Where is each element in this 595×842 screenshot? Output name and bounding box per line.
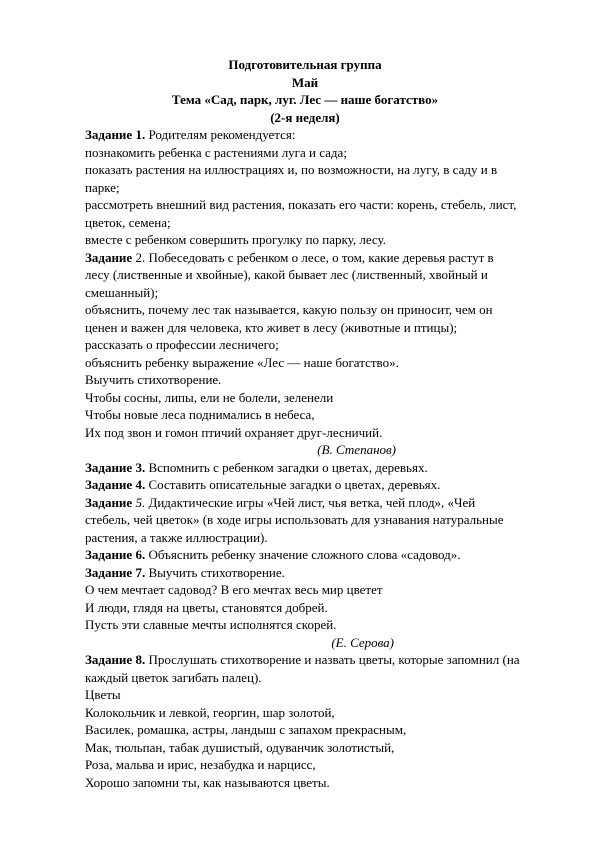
document-page [85, 56, 525, 791]
poem-line: Колокольчик и левкой, георгин, шар золотой, [85, 704, 335, 720]
task-5-label: Задание [85, 494, 133, 510]
poem-title: Цветы [85, 687, 121, 702]
task-6-label: Задание 6. [85, 547, 146, 562]
task-3-text: Вспомнить с ребенком загадки о цветах, деревьях. [145, 459, 428, 475]
task-7-heading [85, 564, 525, 582]
poem-line: Роза, мальва и ирис, незабудка и нарцисс, [85, 757, 316, 772]
task-3-heading [85, 459, 525, 477]
task-1-line: цветок, семена; [85, 214, 171, 230]
task-1-line: рассмотреть внешний вид растения, показать его части: корень, стебель, лист, [85, 197, 517, 212]
poem-line: Чтобы сосны, липы, ели не болели, зеленели [85, 389, 334, 405]
task-6-heading [85, 546, 525, 564]
group-title: Подготовительная группа [228, 57, 382, 72]
task-2-line: смешанный); [85, 284, 159, 300]
poem-line: Пусть эти славные мечты исполнятся скорей. [85, 617, 337, 632]
task-8-heading [85, 651, 525, 669]
task-5-first: Дидактические игры «Чей лист, чья ветка, чей плод», «Чей [145, 494, 476, 510]
task-5-line: растения, а также иллюстрации). [85, 529, 268, 545]
task-8-label: Задание 8. [85, 652, 146, 667]
task-2-label: Задание [85, 249, 133, 265]
document-body [85, 126, 525, 791]
month-title: Май [291, 74, 319, 90]
task-2-line: объяснить ребенку выражение «Лес — наше богатство». [85, 354, 399, 370]
task-3-label: Задание 3. [85, 459, 146, 475]
week-title: (2-я неделя) [270, 109, 340, 125]
task-1-heading [85, 126, 525, 144]
task-7-label: Задание 7. [85, 564, 146, 580]
task-2-line: лесу (лиственные и хвойные), какой бывает лес (лиственный, хвойный и [85, 267, 488, 282]
task-2-line: ценен и важен для человека, кто живет в лесу (животные и птицы); [85, 319, 458, 335]
poem-author: (Е. Серова) [331, 634, 394, 650]
poem-line: Хорошо запомни ты, как называются цветы. [85, 774, 330, 790]
poem-author: (В. Степанов) [317, 442, 396, 457]
task-1-line: парке; [85, 179, 120, 195]
task-1-line: показать растения на иллюстрациях и, по возможности, на лугу, в саду и в [85, 162, 498, 177]
poem-line: О чем мечтает садовод? В его мечтах весь мир цветет [85, 582, 383, 597]
task-2-first: 2. Побеседовать с ребенком о лесе, о том, какие деревья растут в [132, 249, 494, 265]
task-5-heading [85, 494, 525, 512]
task-2-line: объяснить, почему лес так называется, какую пользу он приносит, чем он [85, 302, 493, 317]
task-4-heading [85, 476, 525, 494]
task-2-line: рассказать о профессии лесничего; [85, 337, 279, 352]
task-1-line: познакомить ребенка с растениями луга и сада; [85, 144, 347, 160]
theme-title: Тема «Сад, парк, луг. Лес — наше богатство» [171, 92, 439, 107]
task-6-text: Объяснить ребенку значение сложного слова «садовод». [145, 547, 461, 562]
task-1-intro: Родителям рекомендуется: [145, 127, 296, 142]
task-2-heading [85, 249, 525, 267]
task-1-label: Задание 1. [85, 127, 146, 142]
poem-line: Василек, ромашка, астры, ландыш с запахом прекрасным, [85, 722, 407, 737]
task-8-first: Прослушать стихотворение и назвать цветы, которые запомнил (на [145, 652, 520, 667]
document-header [85, 56, 525, 126]
poem-line: Их под звон и гомон птичий охраняет друг-лесничий. [85, 424, 383, 440]
poem-line: Мак, тюльпан, табак душистый, одуванчик золотистый, [85, 739, 395, 755]
poem-line: И люди, глядя на цветы, становятся добрей. [85, 599, 328, 615]
task-4-text: Составить описательные загадки о цветах, деревьях. [145, 477, 441, 492]
task-5-number: 5. [132, 494, 146, 510]
task-1-line: вместе с ребенком совершить прогулку по парку, лесу. [85, 232, 386, 247]
task-5-line: стебель, чей цветок» (в ходе игры использовать для узнавания натуральные [85, 512, 504, 527]
task-4-label: Задание 4. [85, 477, 146, 492]
task-2-line: Выучить стихотворение. [85, 372, 222, 387]
task-8-line: каждый цветок загибать палец). [85, 669, 262, 685]
task-7-text: Выучить стихотворение. [145, 564, 285, 580]
poem-line: Чтобы новые леса поднимались в небеса, [85, 407, 315, 422]
